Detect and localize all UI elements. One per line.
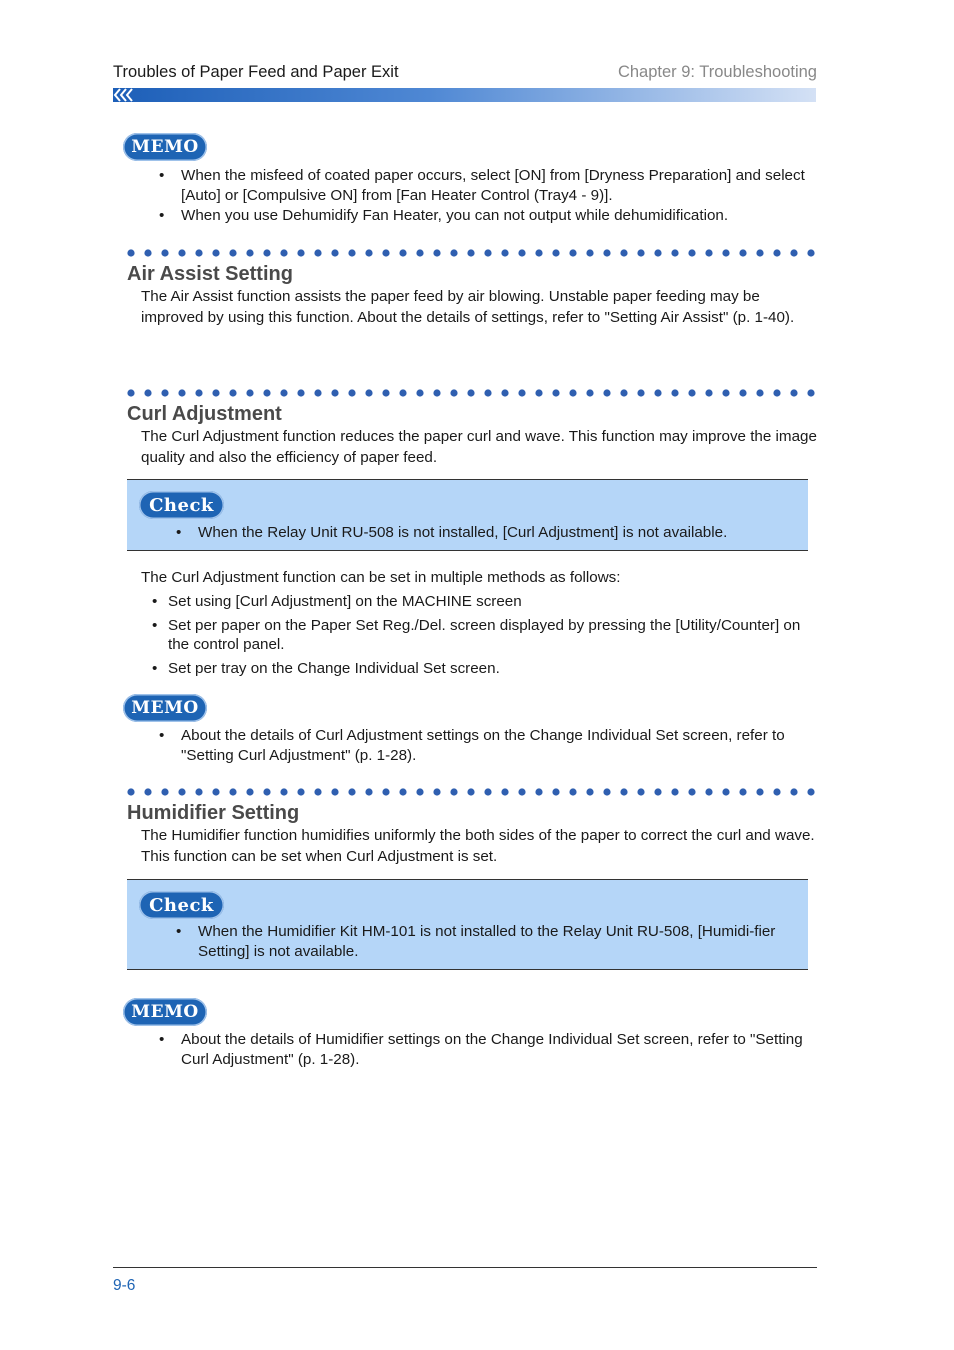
divider-dot — [144, 389, 151, 396]
divider-dot — [705, 249, 712, 256]
air-assist-body: The Air Assist function assists the paper feed by air blowing. Unstable paper feeding may be improved by using this function. About the details of settings, refer to "Setting Air Assist" (p. 1-40). — [141, 288, 795, 326]
divider-dot — [501, 788, 508, 795]
divider-dot — [127, 249, 134, 256]
curl-body: The Curl Adjustment function reduces the paper curl and wave. This function may improve the image quality and also the efficiency of paper feed. — [141, 428, 817, 466]
divider-dot — [450, 788, 457, 795]
divider-dot — [382, 389, 389, 396]
divider-dot — [467, 389, 474, 396]
divider-dot — [229, 788, 236, 795]
divider-dot — [297, 788, 304, 795]
divider-dot — [246, 389, 253, 396]
section-title-air-assist: Air Assist Setting — [127, 263, 293, 285]
divider-dot — [195, 389, 202, 396]
divider-dot — [433, 788, 440, 795]
header-gradient-bar — [113, 88, 816, 102]
divider-dot — [790, 788, 797, 795]
list-item: • Set per tray on the Change Individual Set screen. — [152, 659, 817, 679]
list-item: • Set per paper on the Paper Set Reg./Del. screen displayed by pressing the [Utility/Counter] on the control panel. — [152, 616, 817, 655]
footer-rule — [113, 1267, 817, 1268]
divider-dot — [569, 249, 576, 256]
divider-dot — [807, 788, 814, 795]
divider-dot — [637, 788, 644, 795]
divider-dot — [620, 389, 627, 396]
memo-badge: MEMO — [123, 998, 207, 1026]
divider-dot — [416, 389, 423, 396]
divider-dot — [467, 249, 474, 256]
divider-dot — [280, 788, 287, 795]
divider-dot — [195, 788, 202, 795]
divider-dot — [739, 249, 746, 256]
divider-dot — [416, 249, 423, 256]
divider-dot — [280, 249, 287, 256]
divider-dot — [705, 788, 712, 795]
divider-dot — [501, 249, 508, 256]
divider-dot — [127, 788, 134, 795]
divider-dot — [127, 389, 134, 396]
divider-dot — [178, 788, 185, 795]
divider-dot — [586, 788, 593, 795]
divider-dot — [178, 249, 185, 256]
divider-dot — [603, 788, 610, 795]
divider-dot — [212, 788, 219, 795]
divider-dot — [161, 249, 168, 256]
divider-dot — [756, 788, 763, 795]
list-item: • Set using [Curl Adjustment] on the MACHINE screen — [152, 592, 817, 612]
divider-dot — [246, 249, 253, 256]
memo-list — [159, 166, 819, 227]
section-title-curl-adjustment: Curl Adjustment — [127, 403, 282, 425]
divider-dot — [654, 788, 661, 795]
divider-dot — [518, 389, 525, 396]
humidifier-body: The Humidifier function humidifies uniformly the both sides of the paper to correct the curl and wave. This function can be set when Curl Adjustment is set. — [141, 827, 815, 865]
curl-methods-intro: The Curl Adjustment function can be set in multiple methods as follows: — [141, 569, 621, 586]
divider-dot — [450, 249, 457, 256]
divider-dot — [263, 249, 270, 256]
divider-dot — [399, 389, 406, 396]
divider-dot — [773, 788, 780, 795]
divider-dot — [348, 249, 355, 256]
list-item: • About the details of Humidifier settings on the Change Individual Set screen, refer to "Setting Curl Adjustment" (p. 1-28). — [159, 1030, 819, 1069]
divider-dot — [671, 788, 678, 795]
divider-dot — [331, 389, 338, 396]
divider-dot — [229, 249, 236, 256]
divider-dot — [297, 249, 304, 256]
divider-dot — [399, 249, 406, 256]
divider-dot — [280, 389, 287, 396]
divider-dot — [620, 788, 627, 795]
divider-dot — [348, 389, 355, 396]
divider-dot — [569, 788, 576, 795]
divider-dot — [654, 249, 661, 256]
divider-dot — [773, 389, 780, 396]
divider-dot — [365, 788, 372, 795]
memo-list — [159, 726, 819, 766]
divider-dot — [518, 788, 525, 795]
divider-dot — [365, 389, 372, 396]
divider-dot — [535, 788, 542, 795]
section-title-humidifier: Humidifier Setting — [127, 802, 300, 824]
dotted-divider — [127, 248, 817, 258]
running-header-title: Troubles of Paper Feed and Paper Exit — [113, 63, 399, 81]
divider-dot — [569, 389, 576, 396]
divider-dot — [161, 788, 168, 795]
divider-dot — [603, 389, 610, 396]
divider-dot — [399, 788, 406, 795]
curl-methods-list — [152, 592, 817, 682]
divider-dot — [195, 249, 202, 256]
divider-dot — [518, 249, 525, 256]
divider-dot — [722, 788, 729, 795]
divider-dot — [603, 249, 610, 256]
divider-dot — [467, 788, 474, 795]
divider-dot — [297, 389, 304, 396]
divider-dot — [722, 249, 729, 256]
divider-dot — [161, 389, 168, 396]
divider-dot — [144, 249, 151, 256]
divider-dot — [263, 788, 270, 795]
divider-dot — [178, 389, 185, 396]
divider-dot — [722, 389, 729, 396]
divider-dot — [365, 249, 372, 256]
divider-dot — [501, 389, 508, 396]
divider-dot — [552, 249, 559, 256]
divider-dot — [671, 389, 678, 396]
chevron-left-icon — [113, 88, 137, 102]
divider-dot — [552, 389, 559, 396]
divider-dot — [229, 389, 236, 396]
divider-dot — [331, 788, 338, 795]
divider-dot — [807, 389, 814, 396]
page-number: 9-6 — [113, 1277, 136, 1294]
divider-dot — [790, 389, 797, 396]
divider-dot — [535, 389, 542, 396]
divider-dot — [535, 249, 542, 256]
divider-dot — [484, 389, 491, 396]
list-item: • When the misfeed of coated paper occurs, select [ON] from [Dryness Preparation] and select [Auto] or [Compulsive ON] from [Fan Heater Control (Tray4 - 9)]. — [159, 166, 819, 205]
divider-dot — [144, 788, 151, 795]
divider-dot — [688, 249, 695, 256]
divider-dot — [620, 249, 627, 256]
running-header-chapter: Chapter 9: Troubleshooting — [617, 63, 817, 81]
divider-dot — [433, 389, 440, 396]
divider-dot — [348, 788, 355, 795]
memo-badge: MEMO — [123, 133, 207, 161]
divider-dot — [484, 249, 491, 256]
divider-dot — [739, 389, 746, 396]
list-item: • When you use Dehumidify Fan Heater, you can not output while dehumidification. — [159, 206, 819, 226]
divider-dot — [416, 788, 423, 795]
divider-dot — [756, 249, 763, 256]
divider-dot — [654, 389, 661, 396]
divider-dot — [773, 249, 780, 256]
divider-dot — [688, 389, 695, 396]
divider-dot — [484, 788, 491, 795]
divider-dot — [212, 249, 219, 256]
divider-dot — [263, 389, 270, 396]
memo-badge: MEMO — [123, 694, 207, 722]
check-badge: Check — [139, 491, 224, 519]
divider-dot — [705, 389, 712, 396]
list-item: • About the details of Curl Adjustment settings on the Change Individual Set screen, refer to "Setting Curl Adjustment" (p. 1-28). — [159, 726, 819, 765]
divider-dot — [314, 389, 321, 396]
divider-dot — [790, 249, 797, 256]
memo-list — [159, 1030, 819, 1070]
divider-dot — [688, 788, 695, 795]
check-badge: Check — [139, 891, 224, 919]
check-list — [176, 523, 796, 544]
divider-dot — [637, 249, 644, 256]
divider-dot — [807, 249, 814, 256]
divider-dot — [671, 249, 678, 256]
divider-dot — [739, 788, 746, 795]
divider-dot — [586, 249, 593, 256]
divider-dot — [450, 389, 457, 396]
divider-dot — [314, 249, 321, 256]
divider-dot — [552, 788, 559, 795]
divider-dot — [382, 249, 389, 256]
divider-dot — [586, 389, 593, 396]
list-item: • When the Humidifier Kit HM-101 is not installed to the Relay Unit RU-508, [Humidi-fier Setting] is not available. — [176, 922, 796, 961]
divider-dot — [212, 389, 219, 396]
check-list — [176, 922, 796, 962]
divider-dot — [637, 389, 644, 396]
dotted-divider — [127, 787, 817, 797]
divider-dot — [314, 788, 321, 795]
dotted-divider — [127, 388, 817, 398]
divider-dot — [433, 249, 440, 256]
list-item: • When the Relay Unit RU-508 is not installed, [Curl Adjustment] is not available. — [176, 523, 796, 543]
divider-dot — [246, 788, 253, 795]
divider-dot — [382, 788, 389, 795]
divider-dot — [331, 249, 338, 256]
divider-dot — [756, 389, 763, 396]
